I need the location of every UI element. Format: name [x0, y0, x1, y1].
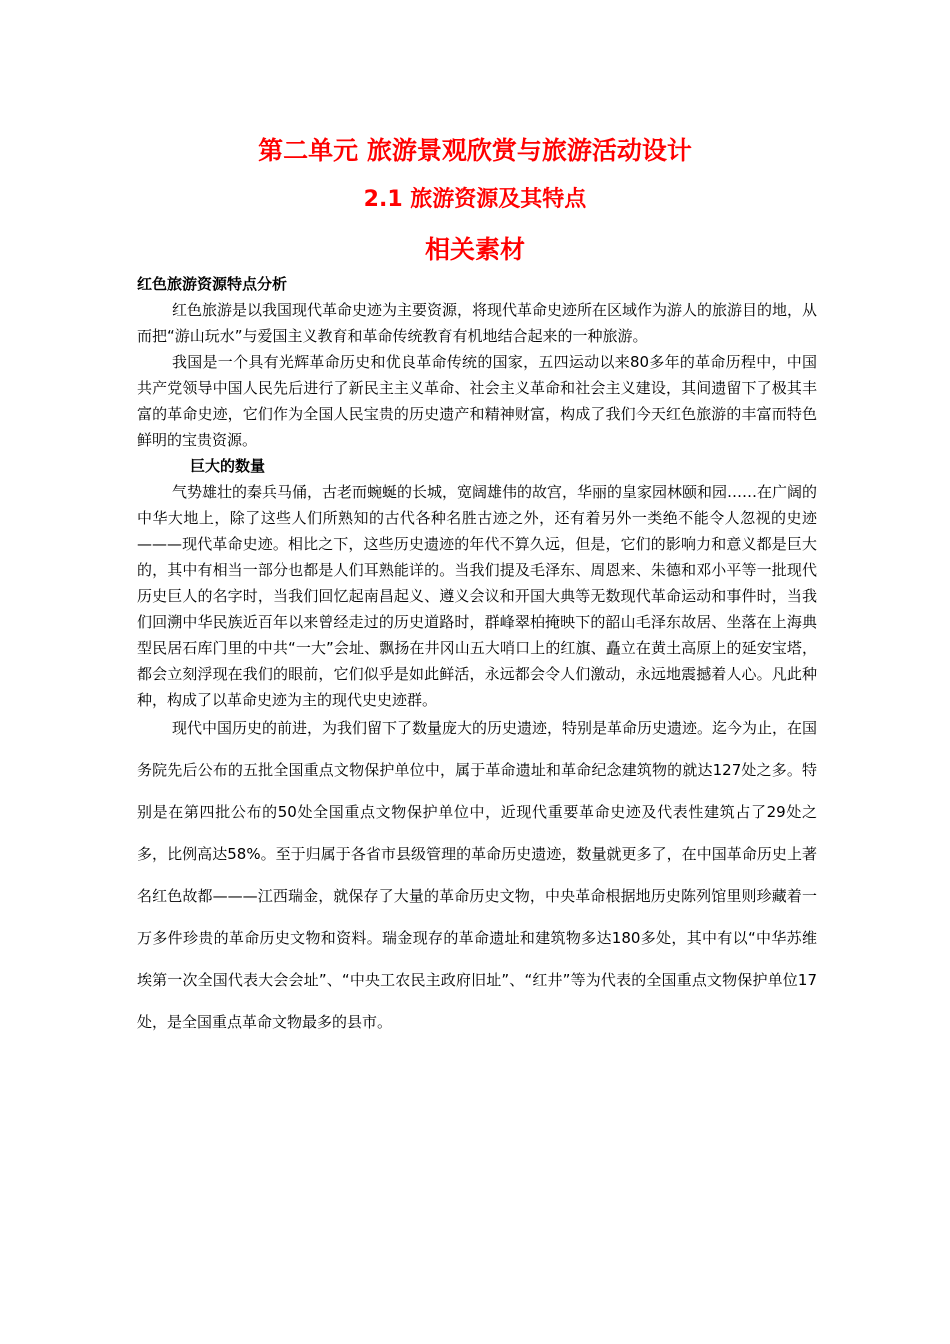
paragraph: 气势雄壮的秦兵马俑，古老而蜿蜒的长城，宽阔雄伟的故宫，华丽的皇家园林颐和园……在广阔的中华大地上，除了这些人们所熟知的古代各种名胜古迹之外，还有着另外一类绝不能令人忽视的史迹———现代革命史迹。相比之下，这些历史遗迹的年代不算久远，但是，它们的影响力和意义都是巨大的，其中有相当一部分也都是人们耳熟能详的。当我们提及毛泽东、周恩来、朱德和邓小平等一批现代历史巨人的名字时，当我们回忆起南昌起义、遵义会议和开国大典等无数现代革命运动和事件时，当我们回溯中华民族近百年以来曾经走过的历史道路时，群峰翠柏掩映下的韶山毛泽东故居、坐落在上海典型民居石库门里的中共“一大”会址、飘扬在井冈山五大哨口上的红旗、矗立在黄土高原上的延安宝塔，都会立刻浮现在我们的眼前，它们似乎是如此鲜活，永远都会令人们激动，永远地震撼着人心。凡此种种，构成了以革命史迹为主的现代史史迹群。: [137, 483, 818, 709]
section-heading: 红色旅游资源特点分析: [137, 275, 288, 293]
paragraph: 红色旅游是以我国现代革命史迹为主要资源，将现代革命史迹所在区域作为游人的旅游目的地，从而把“游山玩水”与爱国主义教育和革命传统教育有机地结合起来的一种旅游。: [137, 301, 818, 345]
subsection-heading: 巨大的数量: [190, 457, 266, 475]
lesson-title: 2.1 旅游资源及其特点: [363, 187, 587, 212]
material-heading: 相关素材: [424, 235, 525, 264]
paragraph: 我国是一个具有光辉革命历史和优良革命传统的国家，五四运动以来80多年的革命历程中，中国共产党领导中国人民先后进行了新民主主义革命、社会主义革命和社会主义建设，其间遗留下了极其丰富的革命史迹，它们作为全国人民宝贵的历史遗产和精神财富，构成了我们今天红色旅游的丰富而特色鲜明的宝贵资源。: [137, 353, 817, 449]
unit-title: 第二单元 旅游景观欣赏与旅游活动设计: [258, 136, 692, 165]
paragraph: 现代中国历史的前进，为我们留下了数量庞大的历史遗迹，特别是革命历史遗迹。迄今为止，在国务院先后公布的五批全国重点文物保护单位中，属于革命遗址和革命纪念建筑物的就达127处之多。特别是在第四批公布的50处全国重点文物保护单位中，近现代重要革命史迹及代表性建筑占了29处之多，比例高达58%。至于归属于各省市县级管理的革命历史遗迹，数量就更多了，在中国革命历史上著名红色故都———江西瑞金，就保存了大量的革命历史文物，中央革命根据地历史陈列馆里则珍藏着一万多件珍贵的革命历史文物和资料。瑞金现存的革命遗址和建筑物多达180多处，其中有以“中华苏维埃第一次全国代表大会会址”、“中央工农民主政府旧址”、“红井”等为代表的全国重点文物保护单位17处，是全国重点革命文物最多的县市。: [137, 719, 818, 1031]
document-body: [137, 271, 817, 1043]
